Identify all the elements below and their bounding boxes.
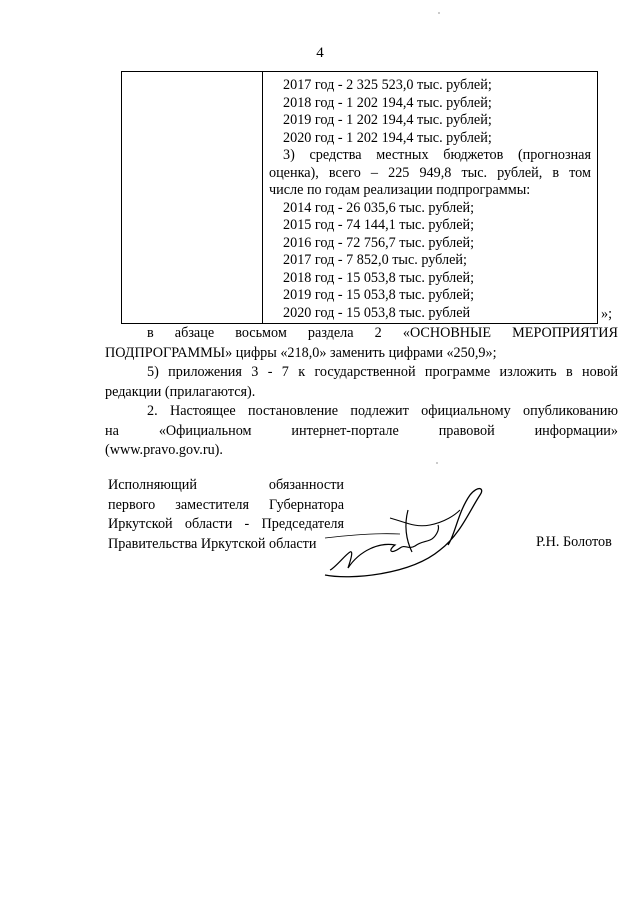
closing-quote: »;: [601, 306, 613, 322]
paragraph-line: редакции (прилагаются).: [105, 383, 256, 400]
handwritten-signature: [320, 480, 490, 590]
signer-name: Р.Н. Болотов: [536, 534, 612, 550]
paragraph-line: 2. Настоящее постановление подлежит официальному опубликованию: [147, 403, 618, 419]
table-line: 2018 год - 15 053,8 тыс. рублей;: [283, 269, 475, 286]
paragraph-amendment: [105, 324, 618, 363]
scan-artifact: [436, 462, 438, 464]
body-text: [105, 324, 618, 461]
signatory-title: [108, 476, 344, 554]
table-line: числе по годам реализации подпрограммы:: [269, 182, 531, 198]
table-line: 2019 год - 15 053,8 тыс. рублей;: [283, 287, 475, 303]
signatory-title-line: первого заместителя Губернатора: [108, 496, 344, 513]
paragraph-line: ПОДПРОГРАММЫ» цифры «218,0» заменить цифрами «250,9»;: [105, 344, 497, 361]
signatory-title-line: Иркутской области - Председателя: [108, 516, 344, 532]
table-line: 2017 год - 2 325 523,0 тыс. рублей;: [283, 77, 492, 93]
paragraph-line: в абзаце восьмом раздела 2 «ОСНОВНЫЕ МЕРОПРИЯТИЯ: [147, 325, 618, 341]
page-number: 4: [316, 45, 324, 61]
table-cell-funding: [263, 77, 597, 322]
scan-artifact: [438, 12, 440, 14]
signatory-title-line: Правительства Иркутской области: [108, 535, 317, 552]
paragraph-appendices: [105, 363, 618, 402]
paragraph-line: на «Официальном интернет-портале правовой информации»: [105, 422, 618, 439]
table-line: 2019 год - 1 202 194,4 тыс. рублей;: [283, 112, 492, 128]
table-line: 2018 год - 1 202 194,4 тыс. рублей;: [283, 94, 492, 111]
table-line: 2020 год - 15 053,8 тыс. рублей: [283, 304, 471, 321]
table-line: 2014 год - 26 035,6 тыс. рублей;: [283, 199, 475, 216]
table-line: 3) средства местных бюджетов (прогнозная: [283, 147, 591, 163]
table-line: 2017 год - 7 852,0 тыс. рублей;: [283, 252, 467, 268]
paragraph-publication: [105, 402, 618, 461]
table-line: 2020 год - 1 202 194,4 тыс. рублей;: [283, 129, 492, 146]
paragraph-line: (www.pravo.gov.ru).: [105, 442, 223, 458]
table-line: 2015 год - 74 144,1 тыс. рублей;: [283, 217, 475, 233]
table-line: оценка), всего – 225 949,8 тыс. рублей, в том: [269, 164, 591, 181]
funding-table: [121, 71, 598, 324]
paragraph-line: 5) приложения 3 - 7 к государственной программе изложить в новой: [147, 364, 618, 380]
signatory-title-line: Исполняющий обязанности: [108, 477, 344, 493]
table-line: 2016 год - 72 756,7 тыс. рублей;: [283, 234, 475, 251]
